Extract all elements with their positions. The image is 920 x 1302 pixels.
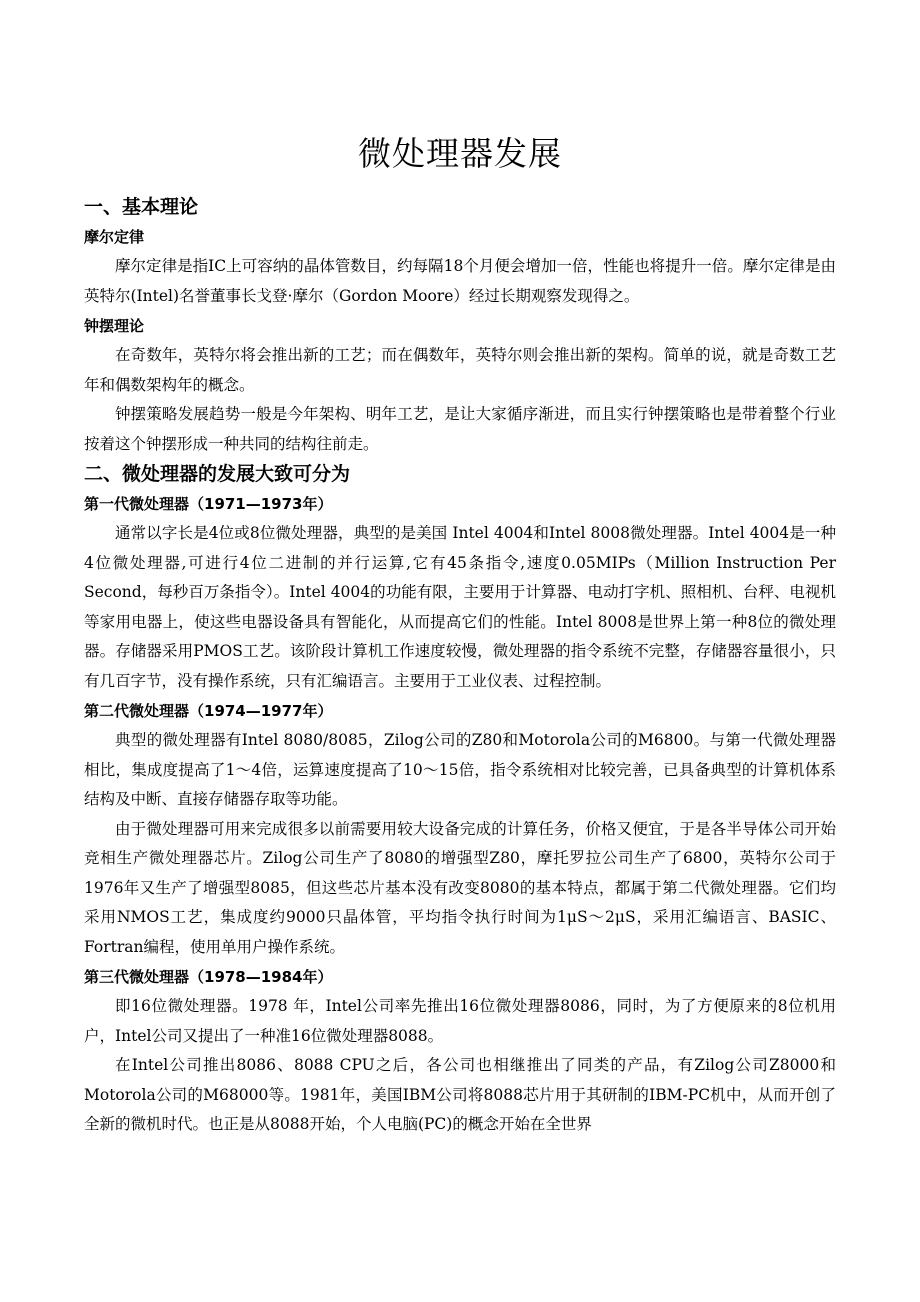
page-title: 微处理器发展 <box>358 134 562 173</box>
paragraph: 由于微处理器可用来完成很多以前需要用较大设备完成的计算任务，价格又便宜，于是各半导体公司开始竞相生产微处理器芯片。Zilog公司生产了8080的增强型Z80，摩托罗拉公司生产了6800，英特尔公司于1976年又生产了增强型8085，但这些芯片基本没有改变8080的基本特点，都属于第二代微处理器。它们均采用NMOS工艺，集成度约9000只晶体管，平均指令执行时间为1μS～2μS，采用汇编语言、BASIC、Fortran编程，使用单用户操作系统。 <box>84 819 836 956</box>
paragraph: 摩尔定律是指IC上可容纳的晶体管数目，约每隔18个月便会增加一倍，性能也将提升一倍。摩尔定律是由英特尔(Intel)名誉董事长戈登·摩尔（Gordon Moore）经过长期观察发现得之。 <box>84 257 836 305</box>
subsection-heading-first-generation: 第一代微处理器（1971—1973年） <box>84 495 333 513</box>
subsection-heading-third-generation: 第三代微处理器（1978—1984年） <box>84 968 333 986</box>
section-heading-basic-theory: 一、基本理论 <box>84 196 199 218</box>
document-page <box>84 128 836 1140</box>
subsection-heading-tick-tock: 钟摆理论 <box>84 317 145 335</box>
subsection-heading-second-generation: 第二代微处理器（1974—1977年） <box>84 702 333 720</box>
paragraph: 在奇数年，英特尔将会推出新的工艺；而在偶数年，英特尔则会推出新的架构。简单的说，就是奇数工艺年和偶数架构年的概念。 <box>84 346 836 394</box>
paragraph: 典型的微处理器有Intel 8080/8085，Zilog公司的Z80和Motorola公司的M6800。与第一代微处理器相比，集成度提高了1～4倍，运算速度提高了10～15倍，指令系统相对比较完善，已具备典型的计算机体系结构及中断、直接存储器存取等功能。 <box>84 731 836 808</box>
paragraph: 在Intel公司推出8086、8088 CPU之后，各公司也相继推出了同类的产品，有Zilog公司Z8000和Motorola公司的M68000等。1981年，美国IBM公司将8088芯片用于其研制的IBM-PC机中，从而开创了全新的微机时代。也正是从8088开始，个人电脑(PC)的概念开始在全世界 <box>84 1056 836 1133</box>
paragraph: 即16位微处理器。1978 年，Intel公司率先推出16位微处理器8086，同时，为了方便原来的8位机用户，Intel公司又提出了一种准16位微处理器8088。 <box>84 997 836 1045</box>
paragraph: 钟摆策略发展趋势一般是今年架构、明年工艺，是让大家循序渐进，而且实行钟摆策略也是带着整个行业按着这个钟摆形成一种共同的结构往前走。 <box>84 405 836 453</box>
section-heading-development-stages: 二、微处理器的发展大致可分为 <box>84 463 351 485</box>
paragraph: 通常以字长是4位或8位微处理器，典型的是美国 Intel 4004和Intel 8008微处理器。Intel 4004是一种4位微处理器,可进行4位二进制的并行运算,它有45条指令,速度0.05MIPs（Million Instruction Per Second，每秒百万条指令）。Intel 4004的功能有限，主要用于计算器、电动打字机、照相机、台秤、电视机等家用电器上，使这些电器设备具有智能化，从而提高它们的性能。Intel 8008是世界上第一种8位的微处理器。存储器采用PMOS工艺。该阶段计算机工作速度较慢，微处理器的指令系统不完整，存储器容量很小，只有几百字节，没有操作系统，只有汇编语言。主要用于工业仪表、过程控制。 <box>84 524 836 690</box>
subsection-heading-moores-law: 摩尔定律 <box>84 228 145 246</box>
